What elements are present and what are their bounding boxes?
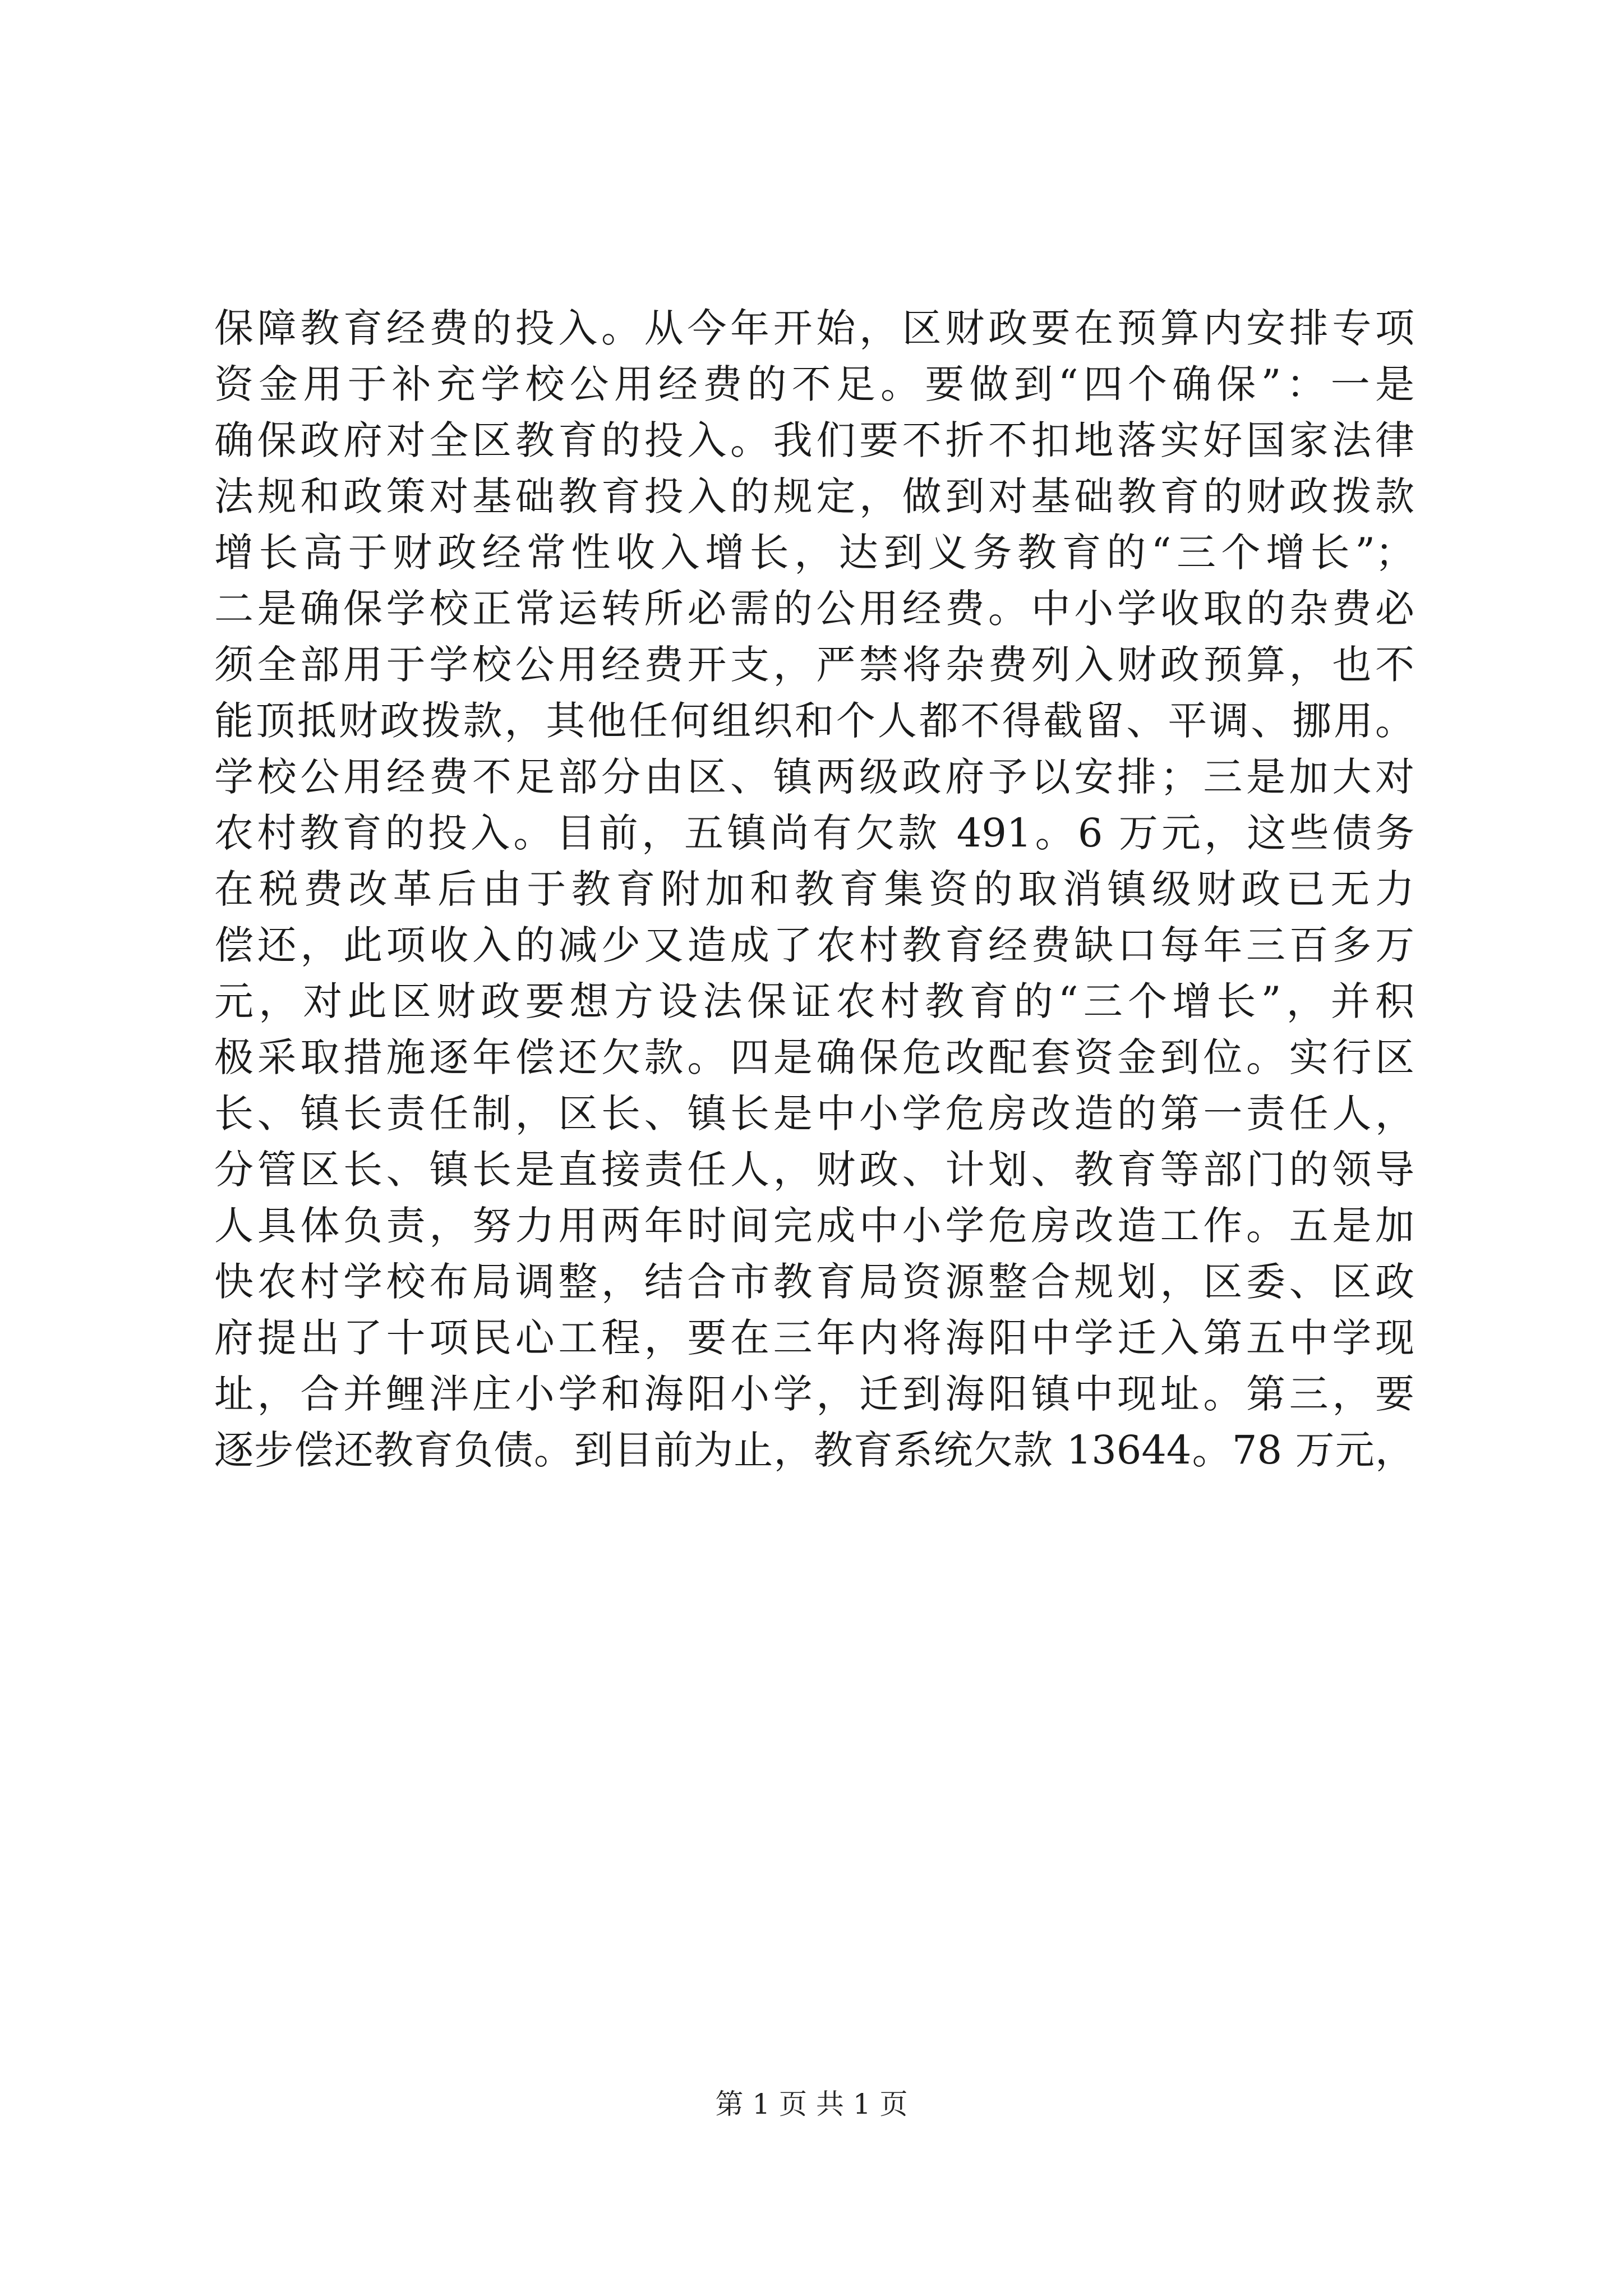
text-line: 在税费改革后由于教育附加和教育集资的取消镇级财政已无力 — [214, 866, 1414, 912]
text-line: 偿还，此项收入的减少又造成了农村教育经费缺口每年三百多万 — [214, 922, 1414, 968]
text-line: 址，合并鲤泮庄小学和海阳小学，迁到海阳镇中现址。第三，要 — [214, 1371, 1414, 1417]
text-line: 极采取措施逐年偿还欠款。四是确保危改配套资金到位。实行区 — [214, 1034, 1414, 1080]
text-line: 保障教育经费的投入。从今年开始，区财政要在预算内安排专项 — [214, 305, 1414, 351]
body-text — [214, 300, 1414, 1478]
text-line: 增长高于财政经常性收入增长，达到义务教育的“三个增长”； — [214, 530, 1414, 576]
text-line: 分管区长、镇长是直接责任人，财政、计划、教育等部门的领导 — [214, 1147, 1414, 1193]
page-footer — [0, 2085, 1623, 2124]
text-line: 人具体负责，努力用两年时间完成中小学危房改造工作。五是加 — [214, 1203, 1414, 1249]
page-number: 第 1 页 共 1 页 — [715, 2088, 908, 2120]
text-line: 法规和政策对基础教育投入的规定，做到对基础教育的财政拨款 — [214, 473, 1414, 519]
text-line: 府提出了十项民心工程，要在三年内将海阳中学迁入第五中学现 — [214, 1315, 1414, 1361]
text-line: 农村教育的投入。目前，五镇尚有欠款 491。6 万元，这些债务 — [214, 810, 1414, 856]
text-line: 学校公用经费不足部分由区、镇两级政府予以安排；三是加大对 — [214, 754, 1414, 800]
text-line: 资金用于补充学校公用经费的不足。要做到“四个确保”：一是 — [214, 361, 1414, 407]
text-line: 长、镇长责任制，区长、镇长是中小学危房改造的第一责任人， — [214, 1091, 1414, 1137]
text-line: 快农村学校布局调整，结合市教育局资源整合规划，区委、区政 — [214, 1259, 1414, 1305]
text-line: 须全部用于学校公用经费开支，严禁将杂费列入财政预算，也不 — [214, 642, 1414, 688]
text-line: 确保政府对全区教育的投入。我们要不折不扣地落实好国家法律 — [214, 417, 1414, 463]
text-line: 能顶抵财政拨款，其他任何组织和个人都不得截留、平调、挪用。 — [214, 698, 1414, 744]
text-line: 元，对此区财政要想方设法保证农村教育的“三个增长”，并积 — [214, 978, 1414, 1024]
text-line: 逐步偿还教育负债。到目前为止，教育系统欠款 13644。78 万元， — [214, 1427, 1414, 1473]
text-line: 二是确保学校正常运转所必需的公用经费。中小学收取的杂费必 — [214, 586, 1414, 632]
